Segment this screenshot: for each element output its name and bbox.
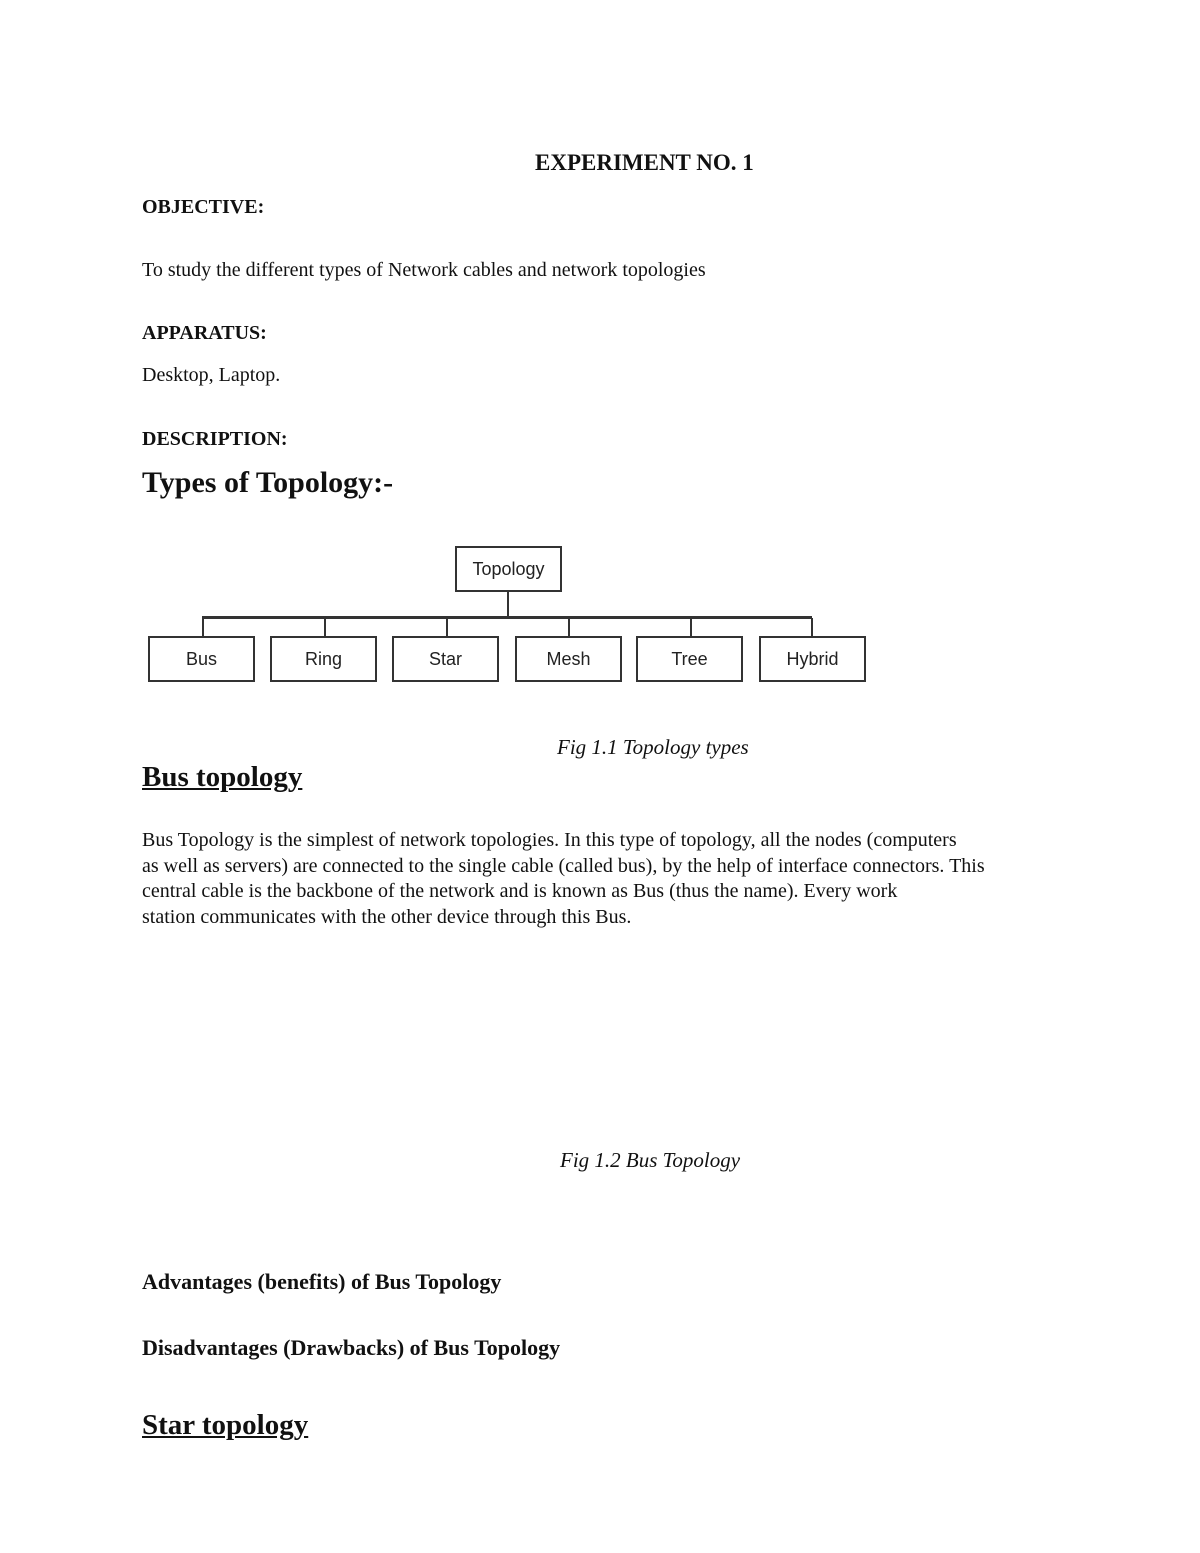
diagram-connector bbox=[446, 618, 448, 636]
apparatus-text: Desktop, Laptop. bbox=[142, 364, 281, 386]
types-of-topology-heading: Types of Topology:- bbox=[142, 466, 394, 499]
figure-caption-1-2: Fig 1.2 Bus Topology bbox=[560, 1148, 741, 1172]
diagram-bus-line bbox=[202, 616, 812, 619]
disadvantages-heading: Disadvantages (Drawbacks) of Bus Topology bbox=[142, 1335, 561, 1360]
topology-diagram bbox=[140, 540, 875, 695]
diagram-connector bbox=[690, 618, 692, 636]
diagram-connector bbox=[811, 618, 813, 636]
description-label: DESCRIPTION: bbox=[142, 428, 288, 450]
diagram-connector bbox=[324, 618, 326, 636]
diagram-node-tree: Tree bbox=[636, 636, 743, 682]
paragraph-line: Bus Topology is the simplest of network topologies. In this type of topology, all the nodes (computers bbox=[142, 829, 957, 851]
bus-topology-paragraph bbox=[142, 828, 1142, 930]
paragraph-line: central cable is the backbone of the network and is known as Bus (thus the name). Every work bbox=[142, 880, 898, 902]
apparatus-label: APPARATUS: bbox=[142, 322, 267, 344]
paragraph-line: as well as servers) are connected to the single cable (called bus), by the help of interface connectors. This bbox=[142, 854, 985, 877]
diagram-node-star: Star bbox=[392, 636, 499, 682]
bus-topology-heading: Bus topology bbox=[142, 761, 303, 793]
star-topology-heading: Star topology bbox=[142, 1409, 309, 1441]
paragraph-line: station communicates with the other device through this Bus. bbox=[142, 905, 632, 928]
diagram-connector bbox=[568, 618, 570, 636]
advantages-heading: Advantages (benefits) of Bus Topology bbox=[142, 1269, 502, 1294]
figure-caption-1-1: Fig 1.1 Topology types bbox=[557, 735, 749, 759]
diagram-connector bbox=[202, 618, 204, 636]
diagram-node-bus: Bus bbox=[148, 636, 255, 682]
diagram-node-mesh: Mesh bbox=[515, 636, 622, 682]
diagram-node-hybrid: Hybrid bbox=[759, 636, 866, 682]
objective-text: To study the different types of Network cables and network topologies bbox=[142, 259, 706, 281]
objective-label: OBJECTIVE: bbox=[142, 196, 265, 218]
diagram-connector-root bbox=[507, 592, 509, 617]
diagram-node-ring: Ring bbox=[270, 636, 377, 682]
page-title: EXPERIMENT NO. 1 bbox=[535, 150, 754, 175]
diagram-node-root: Topology bbox=[455, 546, 562, 592]
